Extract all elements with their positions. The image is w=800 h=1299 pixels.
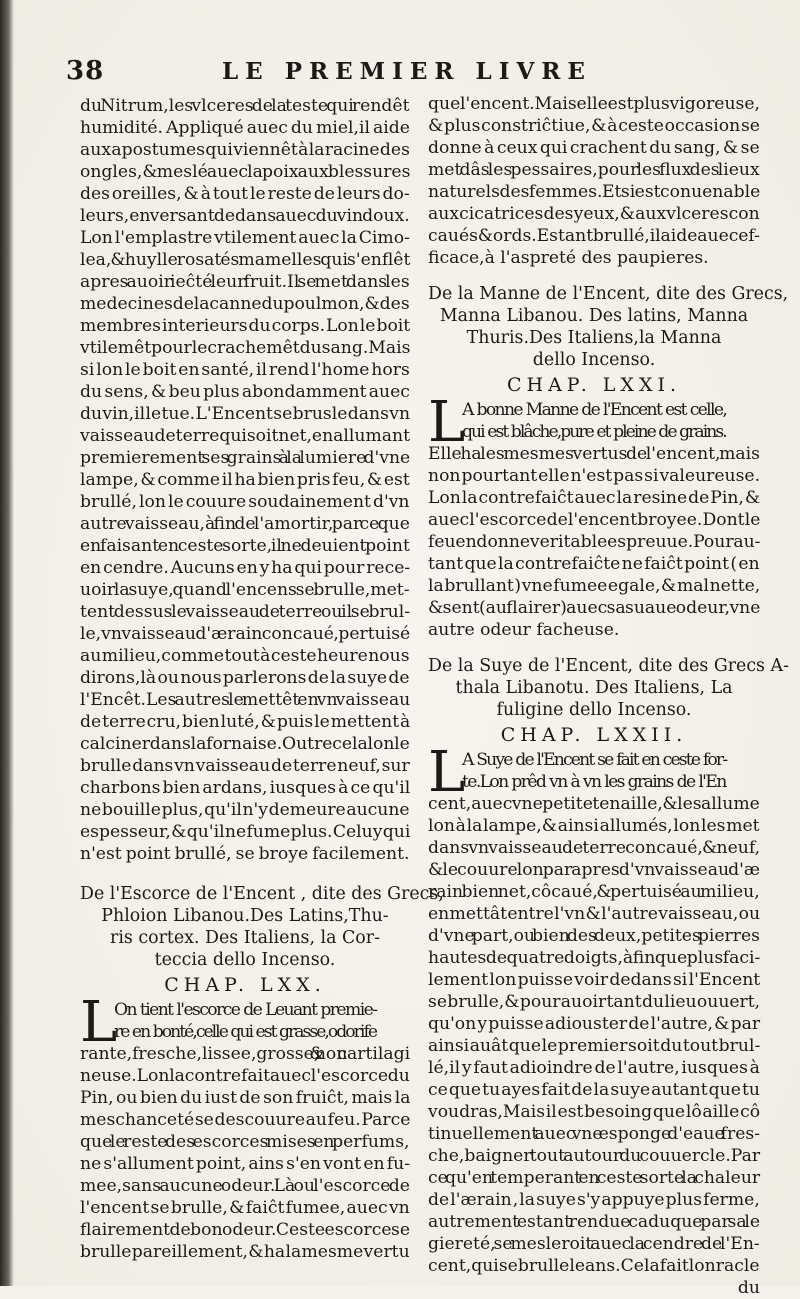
text-line: Lon l'emplastre vtilement auec la Cimo- (80, 228, 410, 248)
page-header (66, 56, 766, 96)
text-line: au milieu,comme tout à ceste heure nous (80, 646, 410, 666)
text-line: l'Encêt.Les autres le mettêt en vn vaisseau (80, 690, 411, 710)
section-title-escorce (80, 883, 444, 971)
text-line: cent,auec vne petite tenaille, & les allume (428, 794, 760, 814)
text-line: l'encent se brulle, & faiĉt fumee, auec vn (80, 1198, 410, 1218)
text-line: charbons bien ardans, iusques à ce qu'il (80, 778, 411, 798)
text-line: mee,sans aucune odeur. Là ou l'escorce de (80, 1176, 410, 1196)
text-line: uoir la suye, quand l'encens se brulle,met- (80, 580, 410, 600)
text-line: en faisant en ceste sorte, il ne deuient point (80, 536, 410, 556)
text-line: met dâs les pessaires,pour les flux des lieux (428, 160, 760, 180)
text-line: espesseur, & qu'il ne fume plus. Celuy qui (80, 822, 411, 842)
text-line: giereté, se mesleroit auec la cendre de l'En- (428, 1234, 760, 1254)
running-title: LE PREMIER LIVRE (222, 58, 592, 85)
text-line: Lon la contrefaiĉt auec la resine de Pin, & (428, 488, 761, 508)
text-line: ce que tu ayes fait de la suye autant que tu (428, 1080, 760, 1100)
text-line: aux apostumes qui viennêt à la racine des (80, 140, 410, 160)
text-line: & plus constriĉtiue, & à ceste occasion se (428, 116, 760, 136)
text-line: tent dessus le vaisseau de terre ou il se brul- (80, 602, 411, 622)
chapter-heading-71: CHAP. LXXI. (506, 374, 682, 396)
page-number: 38 (66, 56, 105, 86)
text-line: que l'encent. Mais elle est plus vigoreuse, (428, 94, 760, 114)
text-line: le,vn vaisseau d'ærain concaué , pertuisé (80, 624, 411, 644)
text-line: autre odeur facheuse. (428, 620, 620, 640)
text-line: lé,il y faut adioindre de l'autre, iusques à (428, 1058, 760, 1078)
right-paragraph-1 (428, 93, 760, 269)
text-line: donne à ceux qui crachent du sang, & se (428, 138, 760, 158)
text-line: brulle pareillement, & ha la mesme vertu (80, 1242, 410, 1262)
text-line: Elle ha les mesmes vertus de l'encent, mais (428, 444, 760, 464)
left-paragraph-2 (80, 990, 411, 1263)
text-line: de l'ærain , la suye s'y appuye plus ferme, (428, 1190, 760, 1210)
text-line: premierement ses grains à la lumiere d'vne (80, 448, 411, 468)
text-line: lea, & huylle rosat és mamelles qui s'enflêt (80, 250, 411, 270)
right-column (428, 93, 789, 1299)
text-line: Manna Libanou. Des latins, Manna (439, 306, 749, 326)
text-line: ce qu'en temperant en ceste sorte la chaleur (428, 1168, 761, 1188)
drop-cap: L (428, 390, 466, 455)
text-line: A bonne Manne de l'Encent est celle, (462, 400, 727, 420)
text-line: n'est point brullé, se broye facilement. (80, 844, 410, 864)
text-line: Pin, ou bien du iust de son fruiĉt, mais la (80, 1088, 411, 1108)
catchword: du (737, 1278, 760, 1298)
text-line: des oreilles, & à tout le reste de leurs do- (80, 184, 410, 204)
text-line: qu'on y puisse adiouster de l'autre, & par (428, 1014, 761, 1034)
text-line: tant que la contrefaiĉte ne faiĉt point ( en (428, 554, 760, 574)
text-line: hautes de quatre doigts,à fin que plus faci- (428, 948, 761, 968)
section-title-manne (428, 283, 789, 371)
text-line: fuligine dello Incenso. (496, 700, 692, 720)
text-line: On tient l'escorce de Leuant premie- (114, 1000, 377, 1020)
text-line: meschanceté se descouure au feu. Parce (80, 1110, 411, 1130)
text-line: d'vne part,ou bien des deux,petites pierres (428, 926, 760, 946)
text-line: humidité. Appliqué auec du miel,il aide (80, 118, 410, 138)
left-column (80, 95, 444, 1263)
text-line: ficace,à l'aspreté des paupieres. (428, 248, 709, 268)
text-line: voudras,Mais il est besoing que lô aille cô (428, 1102, 761, 1122)
text-line: auec l'escorce de l'encent broyee. Dont le (428, 510, 761, 530)
text-line: du sens, & beu plus abondamment auec (80, 382, 410, 402)
text-line: la brullant ) vne fumee egale, & mal nette, (428, 576, 761, 596)
text-line: A Suye de l'Encent se fait en ceste for- (462, 750, 727, 770)
text-line: tinuellement auec vne esponge d'eaue fres- (428, 1124, 761, 1144)
text-line: dello Incenso. (532, 350, 656, 370)
chapter-heading-70: CHAP. LXX. (164, 974, 326, 996)
text-line: en mettât entre l'vn & l'autre vaisseau, ou (428, 904, 761, 924)
text-line: De la Suye de l'Encent, dite des Grecs A- (428, 656, 789, 676)
right-paragraph-2 (428, 390, 761, 641)
text-line: qui est blâche,pure et pleine de grains. (462, 422, 726, 442)
drop-cap: L (80, 990, 118, 1055)
drop-cap: L (428, 740, 466, 805)
text-line: du vin,il le tue. L'Encent se brusle dans vn (80, 404, 411, 424)
text-line: rain bien net,côcaué, & pertuisé au milieu, (428, 882, 760, 902)
text-line: brullé, lon le couure soudainement d'vn (80, 492, 410, 512)
text-line: de terre cru, bien luté, & puis le mettent à (80, 712, 411, 732)
text-line: De la Manne de l'Encent, dite des Grecs, (428, 284, 789, 304)
left-paragraph-1 (80, 95, 410, 865)
text-line: apres auoir ieĉté leur fruit.Il se met dans les (80, 272, 410, 292)
text-line: rante,fresche,lissee,grosse, & non cartilagi (80, 1044, 411, 1064)
chapter-heading-72: CHAP. LXXII. (500, 724, 688, 746)
text-line: lon à la lampe,& ainsi allumés, lon les met (428, 816, 760, 836)
text-line: teccia dello Incenso. (154, 950, 336, 970)
text-line: De l'Escorce de l'Encent , dite des Grecs, (80, 884, 444, 904)
text-line: & sent (au flairer) auec sa suaue odeur, vne (428, 598, 761, 618)
text-line: non pourtant elle n'est pas si valeureuse. (428, 466, 761, 486)
text-line: du Nitrum,les vlceres de la teste qui rendêt (80, 96, 410, 116)
text-line: vaisseau de terre qui soit net , en allumant (80, 426, 410, 446)
text-line: feu en donne veritable espreuue. Pour au- (428, 532, 761, 552)
text-line: Thuris.Des Italiens,la Manna (466, 328, 722, 348)
text-line: flairement de bon odeur. Ceste escorce se (80, 1220, 410, 1240)
text-line: en cendre. Aucuns en y ha qui pour rece- (80, 558, 411, 578)
text-line: calciner dans la fornaise. Outre cela lon le (80, 734, 410, 754)
text-line: dirons,là ou nous parlerons de la suye de (80, 668, 410, 688)
text-line: thala Libanotu. Des Italiens, La (455, 678, 733, 698)
text-line: ne s'allument point, ains s'en vont en fu- (80, 1154, 411, 1174)
text-line: Phloion Libanou.Des Latins,Thu- (101, 906, 389, 926)
text-line: cent,qui se brulle leans. Cela fait lon racle (428, 1256, 760, 1276)
text-line: dans vn vaisseau de terre concaué, & neuf, (428, 838, 761, 858)
text-line: neuse. Lon la contrefait auec l'escorce du (80, 1066, 410, 1086)
text-line: vtilemêt pour le crachemêt du sang. Mais (80, 338, 411, 358)
text-line: re en bonté,celle qui est grasse,odorife (114, 1022, 377, 1042)
page-gutter-shadow (0, 0, 14, 1286)
right-paragraph-3 (428, 740, 761, 1277)
text-line: si lon le boit en santé, il rend l'home hors (80, 360, 410, 380)
text-line: caués & ords. Estant brullé, il aide auec ef- (428, 226, 760, 246)
text-line: ne bouille plus, qu'il n'y demeure aucune (80, 800, 410, 820)
text-line: lampe, & comme il ha bien pris feu, & est (80, 470, 410, 490)
text-line: ongles,& meslé auec la poix aux blessures (80, 162, 411, 182)
text-line: que le reste des escorces mises en perfums, (80, 1132, 410, 1152)
text-line: te.Lon prêd vn à vn les grains de l'En (462, 772, 726, 792)
text-line: membres interieurs du corps. Lon le boit (80, 316, 411, 336)
text-line: autre vaisseau,à fin de l'amortir, par ce que (80, 514, 410, 534)
text-line: aux cicatrices des yeux,& aux vlceres con (428, 204, 760, 224)
text-line: ris cortex. Des Italiens, la Cor- (110, 928, 380, 948)
text-line: che,baigner tout autour du couuercle.Par (428, 1146, 761, 1166)
text-line: lement lon puisse voir dedans si l'Encent (428, 970, 761, 990)
text-line: se brulle,& pour auoir tant du lieu ouuert, (428, 992, 761, 1012)
text-line: autrement estant rendue caduque par sa le (428, 1212, 761, 1232)
text-line: medecines de la canne du poulmon, & des (80, 294, 410, 314)
text-line: brulle dans vn vaisseau de terre neuf, sur (80, 756, 410, 776)
text-line: naturels des femmes. Et si est conuenable (428, 182, 761, 202)
text-line: ainsi auât que le premier soit du tout brul- (428, 1036, 761, 1056)
text-line: leurs,en versant dedans auec du vin doux. (80, 206, 410, 226)
text-line: & le couure lon par apres d'vn vaisseau d'æ (428, 860, 760, 880)
section-title-suye (428, 655, 789, 721)
